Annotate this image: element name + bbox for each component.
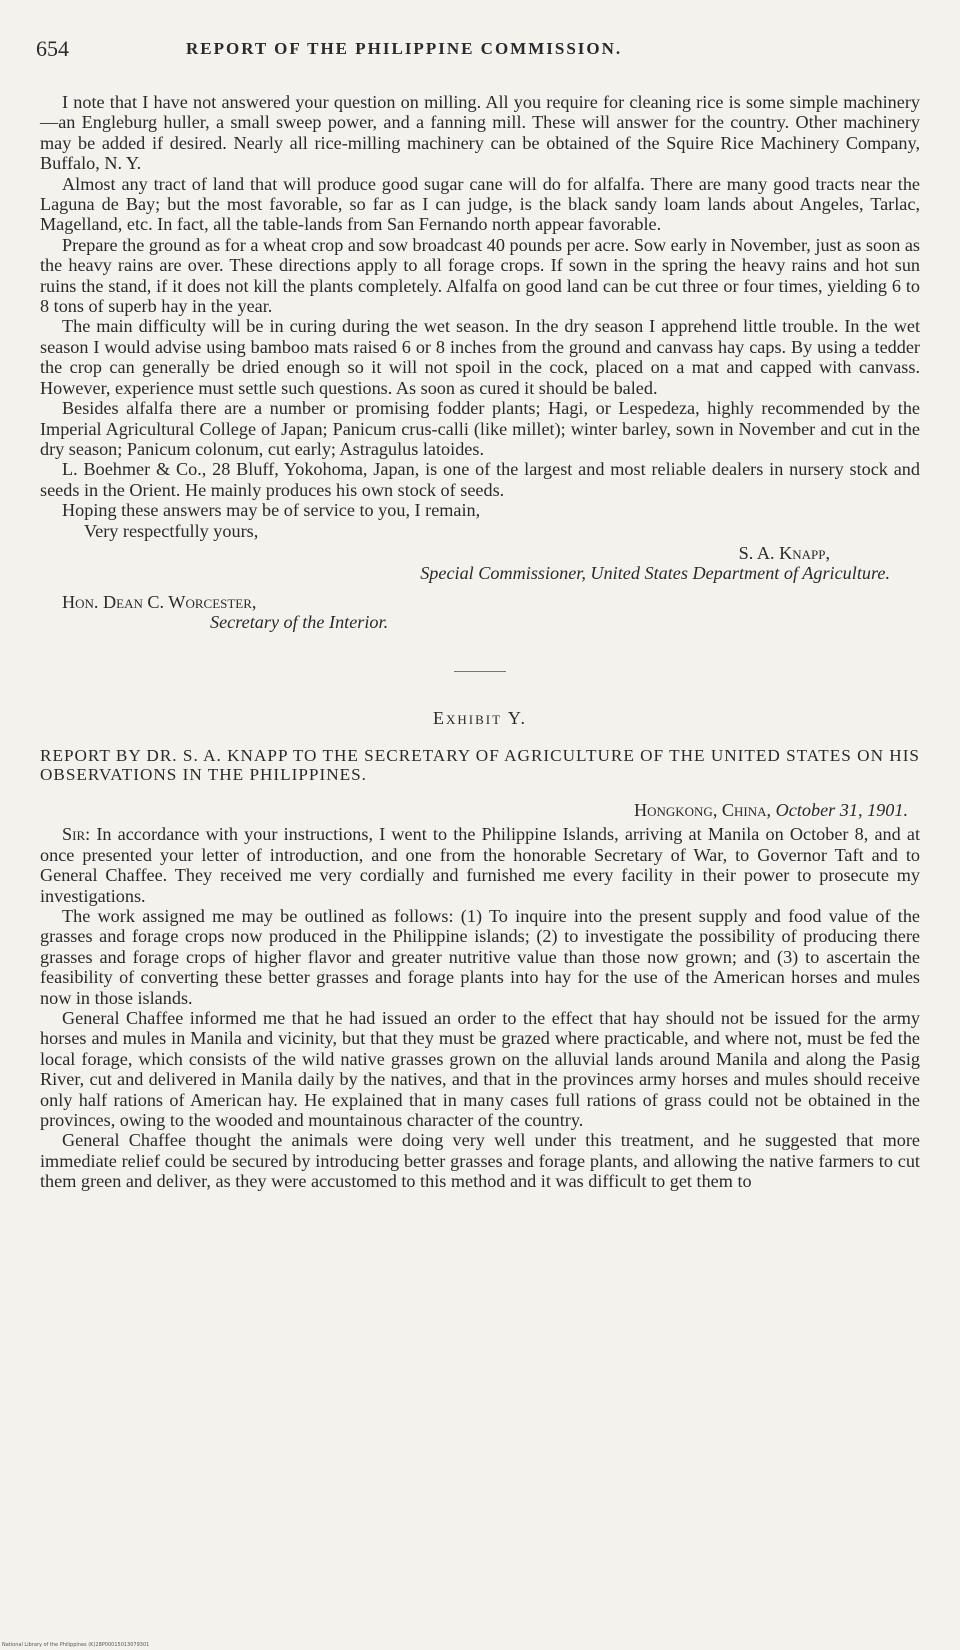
letter-paragraph: The main difficulty will be in curing during the wet season. In the dry season I apprehend little trouble. In the wet season I would advise using bamboo mats raised 6 or 8 inches from the ground and canvass hay caps. By using a tedder the crop can generally be dried enough so it will not spoil in the cock, placed on a mat and capped with canvass. However, experience must settle such questions. As soon as cured it should be baled.: [40, 316, 920, 398]
body-text: [40, 92, 920, 1192]
scan-footer: National Library of the Philippines (K)28P00015013079301: [2, 1642, 150, 1648]
dateline: [40, 800, 920, 820]
letter-paragraph: L. Boehmer & Co., 28 Bluff, Yokohoma, Japan, is one of the largest and most reliable dealers in nursery stock and seeds in the Orient. He mainly produces his own stock of seeds.: [40, 459, 920, 500]
letter-paragraph: Hoping these answers may be of service to you, I remain,: [62, 500, 481, 521]
report-paragraph: General Chaffee informed me that he had issued an order to the effect that hay should not be issued for the army horses and mules in Manila and vicinity, but that they must be grazed where practicable, and where not, must be fed the local forage, which consists of the wild native grasses grown on the alluvial lands around Manila and along the Pasig River, cut and delivered in Manila daily by the natives, and that in the provinces army horses and mules should receive only half rations of American hay. He explained that in many cases full rations of grass could not be obtained in the provinces, owing to the wooded and mountainous character of the country.: [40, 1008, 920, 1131]
report-paragraph-text: In accordance with your instructions, I went to the Philippine Islands, arriving at Manila on October 8, and at once presented your letter of introduction, and one from the honorable Secretary of War, to Governor Taft and to General Chaffee. They received me very cordially and furnished me every facility in their power to prosecute my investigations.: [40, 824, 920, 906]
signature-title: Special Commissioner, United States Department of Agriculture.: [420, 563, 890, 584]
letter-paragraph: Besides alfalfa there are a number or promising fodder plants; Hagi, or Lespedeza, highly recommended by the Imperial Agricultural College of Japan; Panicum crus-calli (like millet); winter barley, sown in November and cut in the dry season; Panicum colonum, cut early; Astragulus latoides.: [40, 398, 920, 459]
page-number: 654: [36, 36, 69, 61]
dateline-date: October 31, 1901.: [775, 799, 908, 820]
report-paragraph: [40, 824, 920, 906]
letter-paragraph: Almost any tract of land that will produce good sugar cane will do for alfalfa. There are many good tracts near the Laguna de Bay; but the most favorable, so far as I can judge, is the black sandy loam lands about Angeles, Tarlac, Magelland, etc. In fact, all the table-lands from San Fernando north appear favorable.: [40, 173, 920, 235]
signature-name: S. A. Knapp,: [738, 542, 830, 563]
letter-closing: Very respectfully yours,: [84, 520, 259, 541]
report-paragraph: The work assigned me may be outlined as follows: (1) To inquire into the present supply and food value of the grasses and forage crops now produced in the Philippine islands; (2) to investigate the possibility of producing there grasses and forage crops of higher flavor and greater nutritive value than those now grown; and (3) to ascertain the feasibility of converting these better grasses and forage plants into hay for the use of the American horses and mules now in those islands.: [40, 906, 920, 1008]
letter-paragraph: I note that I have not answered your question on milling. All you require for cleaning rice is some simple machinery—an Engleburg huller, a small sweep power, and a fanning mill. These will answer for the country. Other machinery may be added if desired. Nearly all rice-milling machinery can be obtained of the Squire Rice Machinery Company, Buffalo, N. Y.: [40, 92, 920, 174]
report-paragraph: General Chaffee thought the animals were doing very well under this treatment, and he suggested that more immediate relief could be secured by introducing better grasses and forage plants, and allowing the native farmers to cut them green and deliver, as they were accustomed to this method and it was difficult to get them to: [40, 1130, 920, 1192]
salutation: Sir:: [62, 824, 91, 845]
report-title: REPORT BY DR. S. A. KNAPP TO THE SECRETARY OF AGRICULTURE OF THE UNITED STATES ON HIS OBSERVATIONS IN THE PHILIPPINES.: [40, 745, 920, 784]
section-divider: [454, 671, 506, 672]
addressee-name: Hon. Dean C. Worcester,: [62, 591, 257, 612]
letter-paragraph: Prepare the ground as for a wheat crop and sow broadcast 40 pounds per acre. Sow early in November, just as soon as the heavy rains are over. These directions apply to all forage crops. If sown in the spring the heavy rains and hot sun ruins the stand, if it does not kill the plants completely. Alfalfa on good land can be cut three or four times, yielding 6 to 8 tons of superb hay in the year.: [40, 234, 920, 317]
dateline-place: Hongkong, China,: [633, 799, 772, 820]
page-header: [36, 36, 924, 62]
running-head: REPORT OF THE PHILIPPINE COMMISSION.: [186, 39, 623, 58]
addressee-title: Secretary of the Interior.: [210, 612, 389, 633]
exhibit-title: Exhibit Y.: [432, 707, 528, 728]
